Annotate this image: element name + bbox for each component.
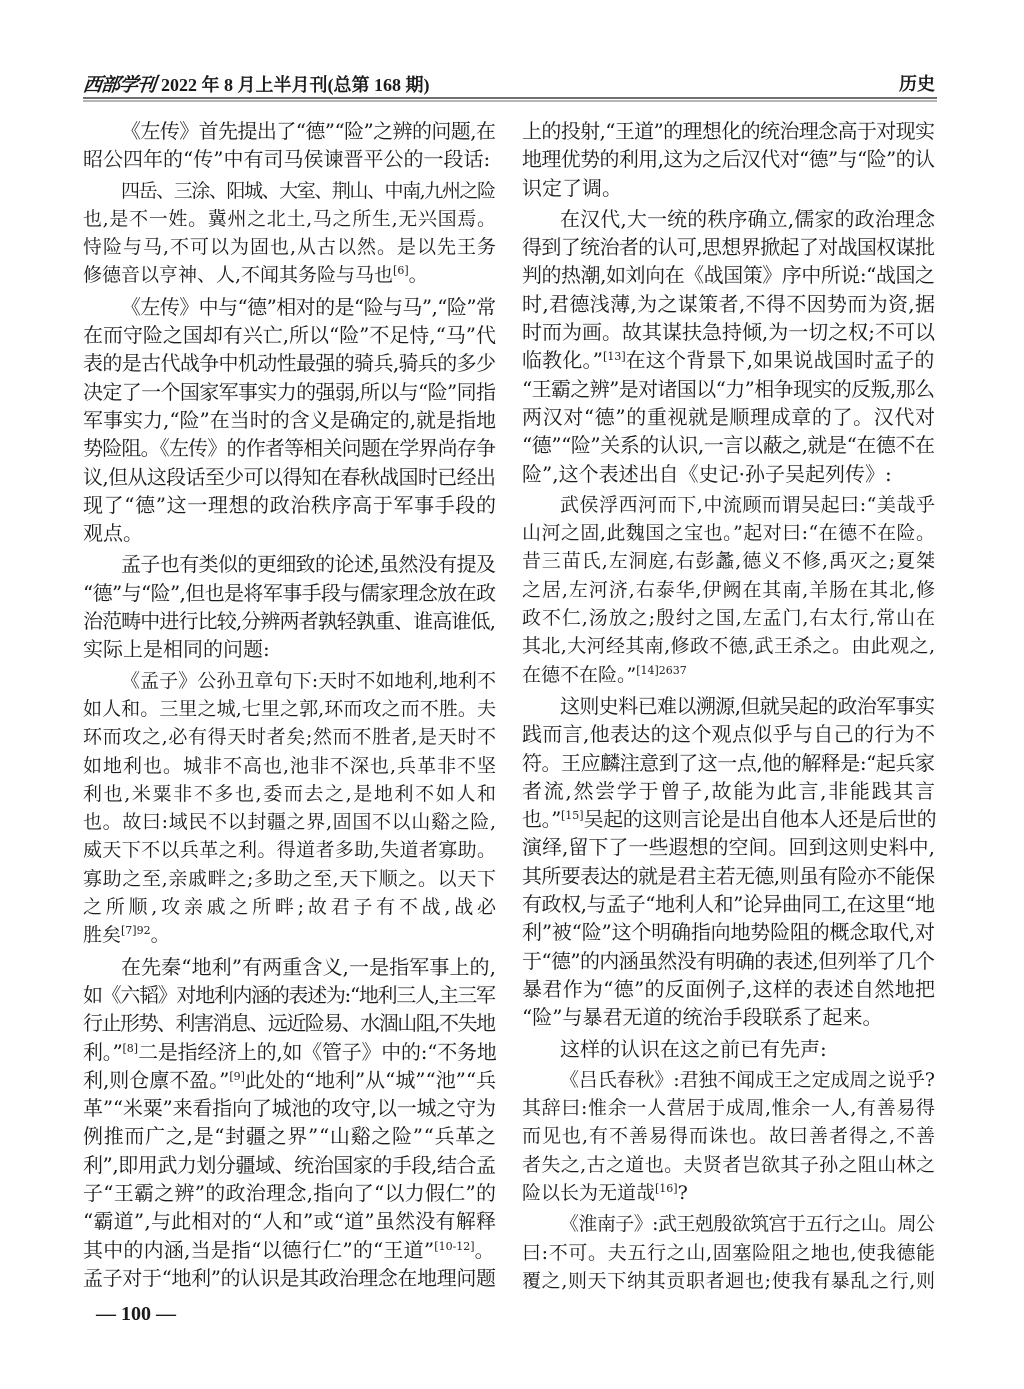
page-number: — 100 — (96, 1303, 176, 1325)
line-text: “霸道”,与此相对的“人和”或“道”虽然没有解释 (83, 1209, 497, 1234)
text-line (83, 117, 496, 145)
text-line (522, 833, 935, 861)
text-line (83, 463, 496, 491)
text-line (83, 921, 496, 949)
line-text: 也,是不一姓。冀州之北土,马之所生,无兴国焉。 (83, 207, 497, 230)
line-text: 在而守险之国却有兴亡,所以“险”不足恃,“马”代 (83, 323, 496, 348)
text-line (83, 293, 496, 321)
text-line (83, 233, 496, 261)
text-line (83, 1179, 496, 1207)
text-line (522, 890, 935, 918)
text-line (522, 720, 935, 748)
line-text: 恃险与马,不可以为固也,从古以然。是以先王务 (83, 236, 497, 259)
section-label: 历史 (899, 74, 935, 95)
line-text: 如地利也。城非不高也,池非不深也,兵革非不坚 (83, 754, 497, 777)
text-line (83, 205, 496, 233)
text-line (83, 723, 496, 751)
text-line (83, 378, 496, 406)
citation-superscript: [10-12] (434, 1239, 475, 1253)
line-text: 《左传》首先提出了“德”“险”之辨的问题,在 (121, 119, 496, 143)
line-text: 在汉代,大一统的秩序确立,儒家的政治理念 (560, 206, 936, 231)
text-line (83, 261, 496, 289)
line-text: 在德不在险。”$^{[14]2637}$ (522, 663, 687, 686)
line-text: 判的热潮,如刘向在《战国策》序中所说:“战国之 (522, 263, 935, 288)
text-line (522, 947, 935, 975)
text-line (522, 777, 935, 805)
line-text: 也。故曰:域民不以封疆之界,固国不以山谿之险, (83, 811, 497, 834)
text-line (83, 953, 496, 981)
text-line (522, 346, 935, 374)
block-quote (522, 491, 935, 689)
block-quote (522, 1066, 935, 1207)
line-text: 临教化。”[13]在这个背景下,如果说战国时孟子的 (522, 348, 935, 373)
text-line (522, 233, 935, 261)
header-rule (83, 97, 937, 99)
text-line (522, 975, 935, 1003)
text-line (83, 695, 496, 723)
body-paragraph (83, 550, 496, 663)
line-text: 在先秦“地利”有两重含义,一是指军事上的, (121, 954, 497, 979)
text-line (522, 318, 935, 346)
text-line (83, 519, 496, 547)
text-line (522, 805, 935, 833)
line-text: 子“王霸之辨”的政治理念,指向了“以力假仁”的 (83, 1180, 497, 1205)
text-line (522, 1267, 935, 1295)
text-line (522, 431, 935, 459)
text-line (83, 1066, 496, 1094)
line-text: 修德音以亨神、人,不闻其务险与马也[6]。 (83, 264, 428, 287)
text-line (522, 632, 935, 660)
line-text: “德”与“险”,但也是将军事手段与儒家理念放在政 (83, 580, 496, 605)
issue-info: 2022 年 8 月上半月刊(总第 168 期) (161, 75, 430, 95)
text-line (83, 406, 496, 434)
line-text: 观点。 (83, 521, 143, 546)
text-line (522, 261, 935, 289)
line-text: 利”被“险”这个明确指向地势险阻的概念取代,对 (522, 920, 935, 945)
line-text: 胜矣$^{[7]92}$。 (83, 924, 170, 947)
text-line (522, 1035, 935, 1063)
line-text: 政不仁,汤放之;殷纣之国,左孟门,右太行,常山在 (522, 607, 936, 630)
line-text: 利,则仓廪不盈。”[9]此处的“地利”从“城”“池”“兵 (83, 1067, 497, 1092)
line-text: 曰:不可。夫五行之山,固塞险阻之地也,使我德能 (522, 1241, 936, 1264)
right-column (522, 117, 935, 1295)
line-text: 覆之,则天下纳其贡职者迴也;使我有暴乱之行,则 (522, 1269, 936, 1292)
header-rule-secondary (83, 100, 937, 102)
text-line (522, 576, 935, 604)
line-text: 有政权,与孟子“地利人和”论异曲同工,在这里“地 (522, 892, 935, 917)
citation-superscript: [8] (122, 1041, 139, 1055)
body-paragraph (522, 117, 935, 202)
text-line (83, 981, 496, 1009)
line-text: 孟子对于“地利”的认识是其政治理念在地理问题 (83, 1265, 496, 1290)
line-text: 山河之固,此魏国之宝也。”起对曰:“在德不在险。 (522, 522, 936, 545)
line-text: 其辞曰:惟余一人营居于成周,惟余一人,有善易得 (522, 1097, 936, 1120)
line-text: 而见也,有不善易得而诛也。故曰善者得之,不善 (522, 1125, 936, 1148)
line-text: “险”与暴君无道的统治手段联系了起来。 (522, 1005, 883, 1030)
text-line (522, 1210, 935, 1238)
text-line (522, 403, 935, 431)
line-text: 议,但从这段话至少可以得知在春秋战国时已经出 (83, 464, 496, 489)
text-line (522, 918, 935, 946)
line-text: 之居,左河济,右泰华,伊阙在其南,羊肠在其北,修 (522, 578, 936, 601)
text-line (83, 491, 496, 519)
line-text: 得到了统治者的认可,思想界掀起了对战国权谋批 (522, 235, 935, 260)
body-paragraph (522, 205, 935, 488)
line-text: 识定了调。 (522, 175, 622, 200)
line-text: 于“德”的内涵虽然没有明确的表述,但列举了几个 (522, 948, 935, 973)
line-text: 孟子也有类似的更细致的论述,虽然没有提及 (121, 552, 496, 577)
line-text: 《淮南子》:武王剋殷欲筑宫于五行之山。周公 (560, 1213, 935, 1236)
body-paragraph (83, 117, 496, 174)
text-line (522, 519, 935, 547)
text-line (83, 607, 496, 635)
line-text: 《孟子》公孙丑章句下:天时不如地利,地利不 (121, 669, 497, 692)
citation-superscript: [14]2637 (636, 663, 687, 677)
body-paragraph (83, 953, 496, 1293)
line-text: 利”,即用武力划分疆域、统治国家的手段,结合孟 (83, 1152, 496, 1177)
line-text: 其中的内涵,当是指“以德行仁”的“王道”[10-12]。 (83, 1237, 495, 1262)
line-text: 符。王应麟注意到了这一点,他的解释是:“起兵家 (522, 750, 935, 775)
text-line (83, 752, 496, 780)
line-text: 暴君作为“德”的反面例子,这样的表述自然地把 (522, 976, 936, 1001)
citation-superscript: [6] (393, 264, 409, 278)
text-line (83, 1207, 496, 1235)
line-text: 者流,然尝学于曾子,故能为此言,非能践其言 (522, 778, 937, 803)
line-text: 践而言,他表达的这个观点似乎与自己的行为不 (522, 722, 936, 747)
line-text: 也。”[15]吴起的这则言论是出自他本人还是后世的 (522, 807, 937, 832)
body-paragraph (522, 692, 935, 1032)
text-line (522, 290, 935, 318)
text-line (522, 1094, 935, 1122)
line-text: 时,君德浅薄,为之谋策者,不得不因势而为资,据 (522, 291, 936, 316)
text-line (522, 1151, 935, 1179)
line-text: 军事实力,“险”在当时的含义是确定的,就是指地 (83, 407, 496, 432)
line-text: 之所顺,攻亲戚之所畔;故君子有不战,战必 (83, 896, 500, 919)
text-line (522, 145, 935, 173)
citation-superscript: [7]92 (121, 924, 151, 938)
line-text: 者失之,古之道也。夫贤者岂欲其子孙之阻山林之 (522, 1153, 936, 1176)
line-text: 行止形势、利害消息、远近险易、水涸山阻,不失地 (83, 1011, 495, 1036)
line-text: 其北,大河经其南,修政不德,武王杀之。由此观之, (522, 635, 936, 658)
text-line (83, 893, 500, 921)
text-line (83, 1009, 496, 1037)
text-line (83, 667, 496, 695)
line-text: 四岳、三涂、阳城、大室、荆山、中南,九州之险 (121, 179, 495, 202)
citation-superscript: [16] (655, 1181, 678, 1195)
text-line (522, 661, 935, 689)
text-line (83, 1038, 496, 1066)
line-text: 上的投射,“王道”的理想化的统治理念高于对现实 (522, 119, 935, 143)
journal-logo: 西部学刊 (81, 74, 157, 96)
line-text: 寡助之至,亲戚畔之;多助之至,天下顺之。以天下 (83, 867, 497, 890)
text-line (522, 491, 935, 519)
block-quote (522, 1210, 935, 1295)
text-line (522, 117, 935, 145)
body-paragraph (83, 293, 496, 548)
text-line (83, 321, 496, 349)
text-line (83, 349, 496, 377)
citation-superscript: [9] (229, 1069, 245, 1083)
text-line (522, 749, 935, 777)
line-text: 《左传》中与“德”相对的是“险与马”,“险”常 (121, 294, 496, 319)
line-text: 《吕氏春秋》:君独不闻成王之定成周之说乎? (560, 1068, 935, 1091)
text-line (83, 177, 496, 205)
line-text: 险以长为无道哉[16]? (522, 1181, 688, 1204)
citation-superscript: [15] (561, 809, 584, 823)
text-line (83, 780, 496, 808)
text-line (83, 865, 496, 893)
line-text: 演绎,留下了一些遐想的空间。回到这则史料中, (522, 835, 936, 860)
line-text: “德”“险”关系的认识,一言以蔽之,就是“在德不在 (522, 433, 935, 458)
line-text: 昔三苗氏,左洞庭,右彭蠡,德义不修,禹灭之;夏桀 (522, 550, 936, 573)
text-line (522, 1003, 935, 1031)
line-text: 决定了一个国家军事实力的强弱,所以与“险”同指 (83, 379, 496, 404)
line-text: 这样的认识在这之前已有先声: (560, 1036, 827, 1061)
text-line (83, 1122, 496, 1150)
body-paragraph (522, 1035, 935, 1063)
text-line (83, 836, 496, 864)
text-line (522, 174, 935, 202)
line-text: 昭公四年的“传”中有司马侯谏晋平公的一段话: (83, 147, 491, 172)
text-line (522, 862, 935, 890)
line-text: “王霸之辨”是对诸国以“力”相争现实的反叛,那么 (522, 376, 935, 401)
line-text: 武侯浮西河而下,中流顾而谓吴起曰:“美哉乎 (560, 493, 936, 516)
line-text: 实际上是相同的问题: (83, 637, 270, 662)
text-line (83, 145, 496, 173)
running-header (83, 74, 937, 96)
line-text: 利。”[8]二是指经济上的,如《管子》中的:“不务地 (83, 1039, 497, 1064)
citation-superscript: [13] (603, 350, 626, 364)
text-line (522, 1122, 935, 1150)
text-line (522, 604, 935, 632)
line-text: 势险阻。《左传》的作者等相关问题在学界尚存争 (83, 436, 496, 461)
line-text: 如《六韬》对地利内涵的表述为:“地利三人,主三军 (83, 982, 495, 1007)
text-line (83, 579, 496, 607)
text-line (83, 550, 496, 578)
line-text: 现了“德”这一理想的政治秩序高于军事手段的 (83, 492, 497, 517)
line-text: 威天下不以兵革之利。得道者多助,失道者寡助。 (83, 839, 497, 862)
text-line (522, 460, 935, 488)
line-text: 环而攻之,必有得天时者矣;然而不胜者,是天时不 (83, 726, 497, 749)
line-text: 革”“米粟”来看指向了城池的攻守,以一城之守为 (83, 1096, 496, 1121)
text-line (83, 1236, 496, 1264)
line-text: 表的是古代战争中机动性最强的骑兵,骑兵的多少 (83, 351, 496, 376)
line-text: 利也,米粟非不多也,委而去之,是地利不如人和 (83, 782, 498, 805)
line-text: 如人和。三里之城,七里之郭,环而攻之而不胜。夫 (83, 697, 497, 720)
line-text: 例推而广之,是“封疆之界”“山谿之险”“兵革之 (83, 1124, 497, 1149)
text-line (522, 692, 935, 720)
block-quote (83, 667, 500, 950)
line-text: 其所要表达的就是君主若无德,则虽有险亦不能保 (522, 863, 935, 888)
text-line (522, 1179, 935, 1207)
text-line (83, 1151, 496, 1179)
text-line (522, 1066, 935, 1094)
text-line (83, 1264, 496, 1292)
left-column (83, 117, 500, 1292)
block-quote (83, 177, 496, 290)
text-line (83, 635, 496, 663)
text-line (522, 547, 935, 575)
text-line (522, 205, 935, 233)
text-line (83, 434, 496, 462)
text-line (83, 808, 496, 836)
text-line (83, 1094, 496, 1122)
line-text: 险”,这个表述出自《史记·孙子吴起列传》: (522, 461, 892, 486)
line-text: 地理优势的利用,这为之后汉代对“德”与“险”的认 (522, 147, 935, 172)
text-line (522, 375, 935, 403)
line-text: 这则史料已难以溯源,但就吴起的政治军事实 (560, 693, 935, 718)
line-text: 时而为画。故其谋扶急持倾,为一切之权;不可以 (522, 320, 935, 345)
line-text: 治范畴中进行比较,分辨两者孰轻孰重、谁高谁低, (83, 609, 496, 634)
text-line (522, 1239, 935, 1267)
line-text: 两汉对“德”的重视就是顺理成章的了。汉代对 (522, 404, 936, 429)
